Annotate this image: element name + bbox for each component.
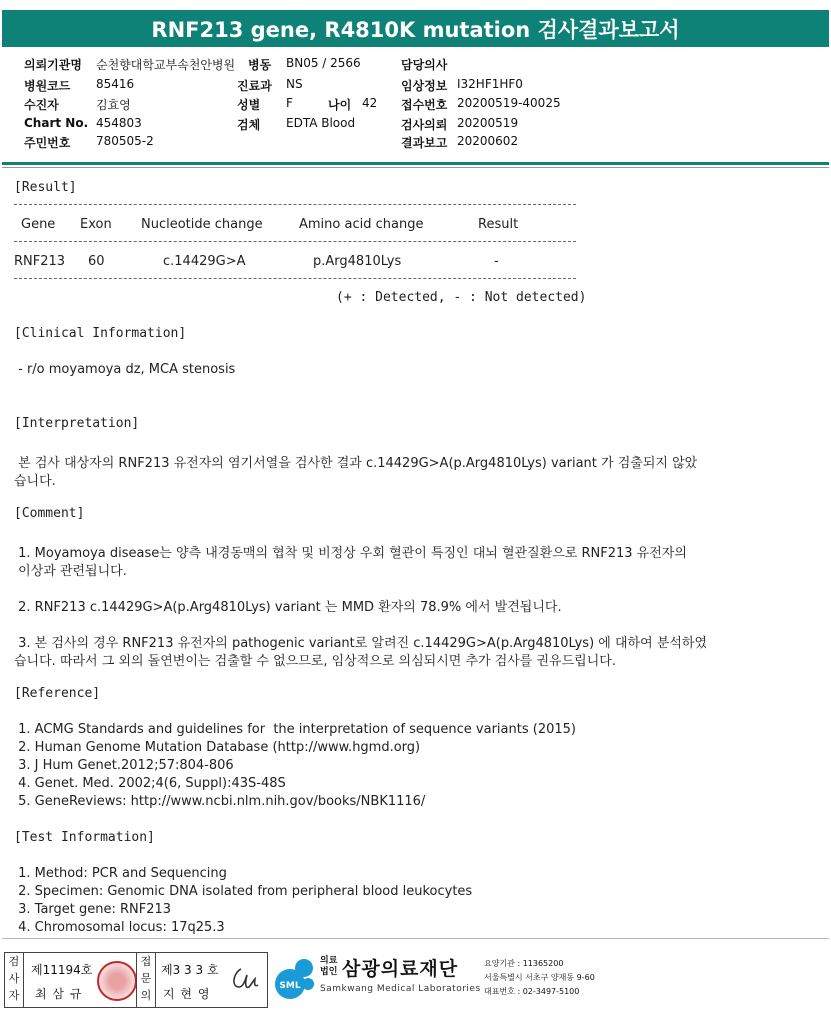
report-title: RNF213 gene, R4810K mutation 검사결과보고서 (2, 10, 829, 47)
svg-text:SML: SML (279, 981, 301, 991)
row-amino: p.Arg4810Lys (313, 254, 402, 269)
approver-number: 제3 3 3 호 (161, 963, 219, 977)
col-nucleotide-header: Nucleotide change (141, 217, 263, 232)
accession-label: 접수번호 (401, 98, 448, 112)
ward-value: BN05 / 2566 (286, 56, 361, 70)
interpretation-line-1: 본 검사 대상자의 RNF213 유전자의 염기서열을 검사한 결과 c.14429G>A(p.Arg4810Lys) variant 가 검출되지 않았 (14, 456, 698, 471)
hospital-label: 의뢰기관명 (24, 58, 82, 72)
ward-label: 병동 (248, 58, 272, 72)
result-legend: (+ : Detected, - : Not detected) (336, 290, 587, 305)
chart-no-value: 454803 (96, 116, 142, 130)
test-info-item: 1. Method: PCR and Sequencing (14, 866, 227, 881)
department-value: NS (286, 77, 303, 91)
age-label: 나이 (328, 98, 352, 112)
comment-1-line-2: 이상과 관련됩니다. (14, 564, 127, 579)
col-exon-header: Exon (80, 217, 112, 232)
patient-value: 김효영 (96, 98, 131, 112)
reference-item: 5. GeneReviews: http://www.ncbi.nlm.nih.gov/books/NBK1116/ (14, 794, 426, 809)
reference-item: 3. J Hum Genet.2012;57:804-806 (14, 758, 234, 773)
hospital-value: 순천향대학교부속천안병원 (96, 58, 236, 72)
inspector-name: 최 삼 규 (35, 987, 83, 1001)
clinical-heading: [Clinical Information] (14, 326, 187, 341)
sex-value: F (286, 96, 293, 110)
comment-1-line-1: 1. Moyamoya disease는 양측 내경동맥의 협착 및 비정상 우회 혈관이 특징인 대뇌 혈관질환으로 RNF213 유전자의 (14, 546, 687, 561)
approver-name: 지 현 영 (163, 987, 211, 1001)
row-result: - (494, 254, 499, 269)
request-date-label: 검사의뢰 (401, 118, 448, 132)
specimen-value: EDTA Blood (286, 116, 356, 130)
report-date-label: 결과보고 (401, 136, 448, 150)
hospital-code-value: 85416 (96, 77, 135, 91)
department-label: 진료과 (237, 79, 272, 93)
patient-label: 수진자 (24, 98, 59, 112)
clinical-text: - r/o moyamoya dz, MCA stenosis (14, 362, 236, 377)
reference-item: 2. Human Genome Mutation Database (http://www.hgmd.org) (14, 740, 421, 755)
row-nucleotide: c.14429G>A (163, 254, 246, 269)
sml-logo-icon (270, 954, 318, 1002)
doctor-label: 담당의사 (401, 58, 448, 72)
col-result-header: Result (478, 217, 519, 232)
org-address: 서울특별시 서초구 양재동 9-60 (484, 973, 595, 982)
resident-no-label: 주민번호 (24, 136, 71, 150)
age-value: 42 (362, 96, 378, 110)
reference-item: 1. ACMG Standards and guidelines for the interpretation of sequence variants (2015) (14, 722, 576, 737)
org-english-name: Samkwang Medical Laboratories (320, 984, 481, 994)
footer (0, 948, 831, 1017)
inspector-label: 검 사 자 (5, 953, 24, 1007)
resident-no-value: 780505-2 (96, 134, 154, 148)
clinical-info-label: 임상정보 (401, 79, 448, 93)
report-date-value: 20200602 (457, 134, 519, 148)
col-gene-header: Gene (21, 217, 56, 232)
inspector-seal (97, 961, 137, 1001)
comment-heading: [Comment] (14, 506, 85, 521)
request-date-value: 20200519 (457, 116, 519, 130)
comment-2: 2. RNF213 c.14429G>A(p.Arg4810Lys) variant 는 MMD 환자의 78.9% 에서 발견됩니다. (14, 600, 562, 615)
content-bottom-rule (2, 938, 829, 939)
reference-item: 4. Genet. Med. 2002;4(6, Suppl):43S-48S (14, 776, 286, 791)
table-header-rule (14, 241, 576, 242)
clinical-info-value: I32HF1HF0 (457, 77, 523, 91)
org-phone: 대표번호 : 02-3497-5100 (484, 987, 580, 996)
test-info-item: 2. Specimen: Genomic DNA isolated from peripheral blood leukocytes (14, 884, 473, 899)
comment-3-line-1: 3. 본 검사의 경우 RNF213 유전자의 pathogenic variant로 알려진 c.14429G>A(p.Arg4810Lys) 에 대하여 분석하였 (14, 636, 708, 651)
table-top-rule (14, 204, 576, 205)
result-heading: [Result] (14, 180, 77, 195)
interpretation-heading: [Interpretation] (14, 416, 140, 431)
comment-3-line-2: 습니다. 따라서 그 외의 돌연변이는 검출할 수 없으므로, 임상적으로 의심되시면 추가 검사를 권유드립니다. (14, 654, 616, 669)
header-divider-thin (2, 167, 829, 168)
sex-label: 성별 (237, 98, 261, 112)
approver-label: 접 문 의 (136, 953, 156, 1007)
chart-no-label: Chart No. (24, 116, 89, 130)
interpretation-line-2: 습니다. (14, 474, 56, 489)
specimen-label: 검체 (237, 118, 261, 132)
row-exon: 60 (88, 254, 105, 269)
reference-heading: [Reference] (14, 686, 101, 701)
inspector-box (4, 952, 268, 1008)
inspector-number: 제11194호 (31, 963, 93, 977)
test-info-heading: [Test Information] (14, 830, 155, 845)
test-info-item: 4. Chromosomal locus: 17q25.3 (14, 920, 225, 935)
header-info (0, 0, 831, 160)
accession-value: 20200519-40025 (457, 96, 561, 110)
header-divider (2, 162, 829, 165)
col-amino-header: Amino acid change (299, 217, 424, 232)
approver-signature (227, 961, 263, 997)
org-prefix: 의료 법인 (320, 956, 338, 977)
table-bottom-rule (14, 278, 576, 279)
row-gene: RNF213 (14, 254, 66, 269)
test-info-item: 3. Target gene: RNF213 (14, 902, 172, 917)
org-name: 삼광의료재단 (342, 958, 459, 980)
org-code: 요양기관 : 11365200 (484, 959, 564, 968)
hospital-code-label: 병원코드 (24, 79, 71, 93)
